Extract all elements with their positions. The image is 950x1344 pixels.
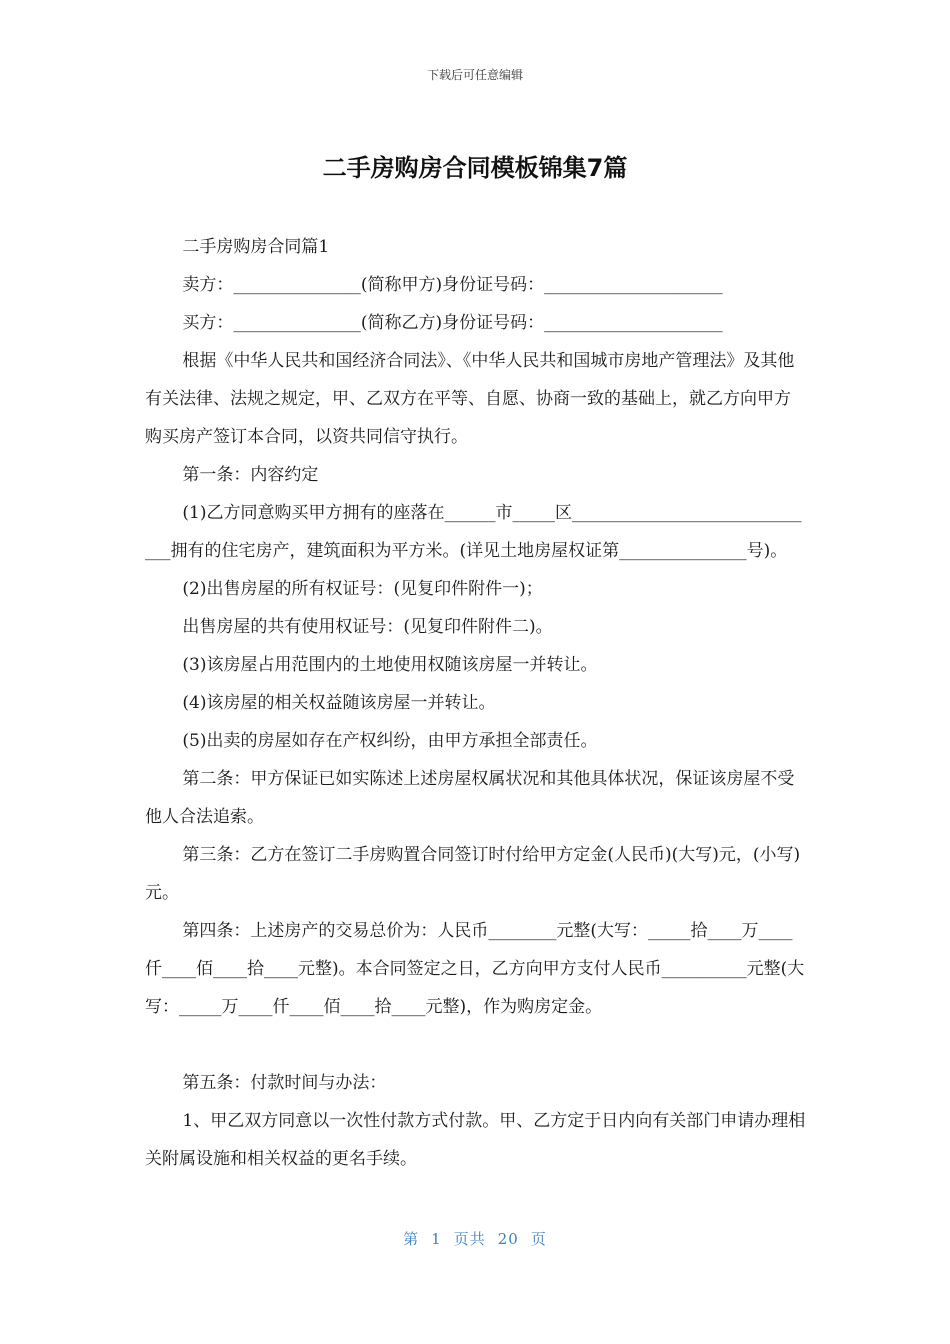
clause-1-5: (5)出卖的房屋如存在产权纠纷，由甲方承担全部责任。 (182, 731, 598, 751)
seller-line: 卖方：_______________(简称甲方)身份证号码：_____________________ (182, 275, 723, 295)
clause-1-2: (2)出售房屋的所有权证号：(见复印件附件一)； (182, 579, 543, 599)
clause-1-3: (3)该房屋占用范围内的土地使用权随该房屋一并转让。 (182, 655, 598, 675)
header-note: 下载后可任意编辑 (426, 68, 523, 82)
paragraph-spacer (145, 1026, 807, 1064)
article-2: 第二条：甲方保证已如实陈述上述房屋权属状况和其他具体状况，保证该房屋不受他人合法追索。 (145, 769, 795, 827)
page-total: 20 (497, 1230, 519, 1248)
clause-1-1: (1)乙方同意购买甲方拥有的座落在______市_____区______________________________拥有的住宅房产，建筑面积为平方米。(详见土地房屋权证第_______________号)。 (145, 503, 802, 561)
clause-5-1: 1、甲乙双方同意以一次性付款方式付款。甲、乙方定于日内向有关部门申请办理相关附属设施和相关权益的更名手续。 (145, 1111, 806, 1169)
buyer-line: 买方：_______________(简称乙方)身份证号码：_____________________ (182, 313, 723, 333)
document-body (145, 228, 807, 1178)
article-4: 第四条：上述房产的交易总价为：人民币________元整(大写：_____拾____万____仟____佰____拾____元整)。本合同签定之日，乙方向甲方支付人民币__________元整(大写：_____万____仟____佰____拾____元整)，作为购房定金。 (145, 921, 805, 1017)
page-footer (0, 1228, 950, 1249)
section-heading: 二手房购房合同篇1 (182, 237, 330, 257)
page-label-mid: 页共 (453, 1230, 486, 1248)
page-number: 1 (431, 1230, 442, 1248)
clause-1-2-cont: 出售房屋的共有使用权证号：(见复印件附件二)。 (182, 617, 553, 637)
preamble-paragraph: 根据《中华人民共和国经济合同法》、《中华人民共和国城市房地产管理法》及其他有关法律、法规之规定，甲、乙双方在平等、自愿、协商一致的基础上，就乙方向甲方购买房产签订本合同，以资共同信守执行。 (145, 351, 795, 447)
page-label-prefix: 第 (403, 1230, 420, 1248)
clause-1-4: (4)该房屋的相关权益随该房屋一并转让。 (182, 693, 496, 713)
page-label-suffix: 页 (530, 1230, 547, 1248)
article-5-heading: 第五条：付款时间与办法： (182, 1073, 387, 1093)
document-title: 二手房购房合同模板锦集7篇 (322, 154, 628, 182)
article-1-heading: 第一条：内容约定 (182, 465, 319, 485)
article-3: 第三条：乙方在签订二手房购置合同签订时付给甲方定金(人民币)(大写)元，(小写)元。 (145, 845, 801, 903)
